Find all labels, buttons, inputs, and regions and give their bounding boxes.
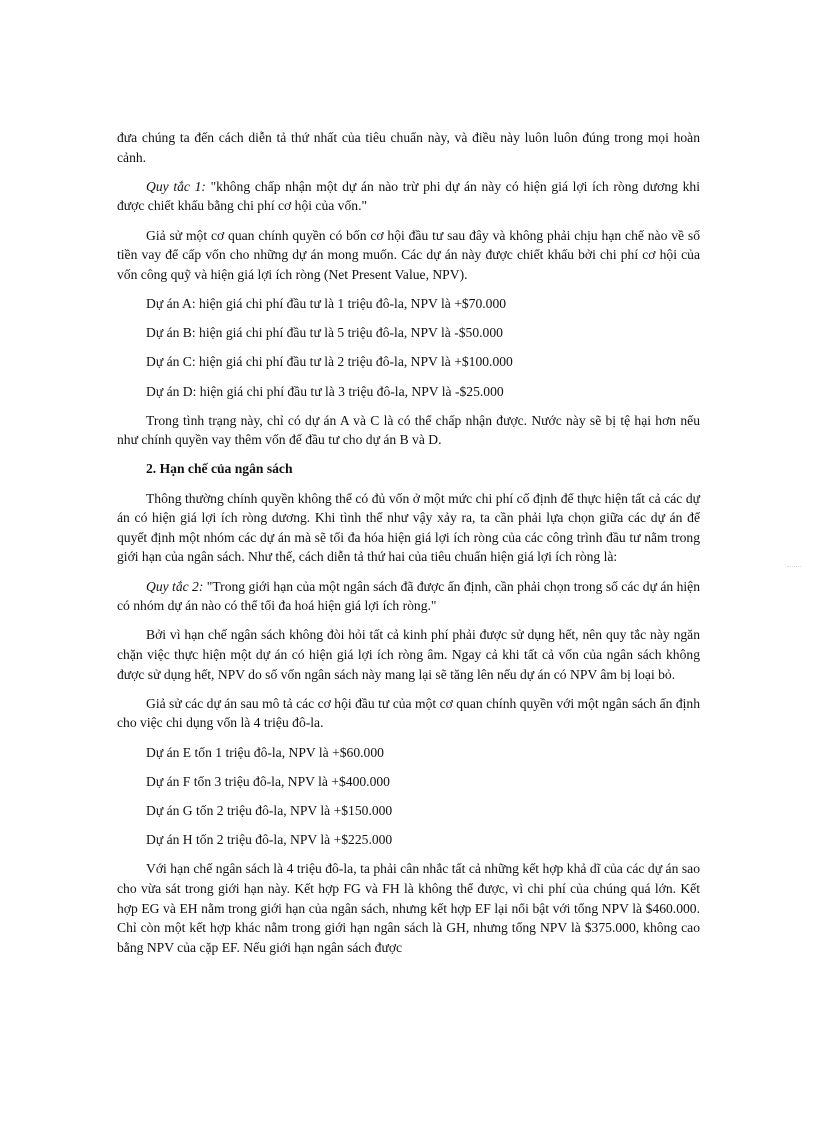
project-b: Dự án B: hiện giá chi phí đầu tư là 5 triệu đô-la, NPV là -$50.000	[146, 325, 503, 341]
paragraph-conclusion-1: Trong tình trạng này, chỉ có dự án A và C là có thể chấp nhận được. Nước này sẽ bị tệ hại hơn nếu như chính quyền vay thêm vốn để đầu tư cho dự án B và D.	[117, 412, 700, 448]
project-c: Dự án C: hiện giá chi phí đầu tư là 2 triệu đô-la, NPV là +$100.000	[146, 354, 513, 370]
project-h: Dự án H tốn 2 triệu đô-la, NPV là +$225.000	[146, 832, 393, 848]
section-heading: 2. Hạn chế của ngân sách	[146, 461, 293, 477]
paragraph-budget: Thông thường chính quyền không thể có đủ vốn ở một mức chi phí cố định để thực hiện tất cả các dự án có hiện giá lợi ích ròng dương. Khi tình thế như vậy xảy ra, ta cần phải lựa chọn giữa các dự án để quyết định một nhóm các dự án mà sẽ tối đa hóa hiện giá lợi ích ròng của các công trình đầu tư nằm trong giới hạn của ngân sách. Như thế, cách diễn tả thứ hai của tiêu chuẩn hiện giá lợi ích ròng là:	[117, 490, 700, 565]
rule-1	[117, 177, 700, 216]
paragraph-final: Với hạn chế ngân sách là 4 triệu đô-la, ta phải cân nhắc tất cả những kết hợp khả dĩ của các dự án sao cho vừa sát trong giới hạn này. Kết hợp FG và FH là không thể được, vì chi phí của chúng quá lớn. Kết hợp EG và EH nằm trong giới hạn của ngân sách, nhưng kết hợp EF lại nổi bật với tổng NPV là $460.000. Chỉ còn một kết hợp khác nằm trong giới hạn ngân sách là GH, nhưng tổng NPV là $375.000, không cao bằng NPV của cặp EF. Nếu giới hạn ngân sách được	[117, 861, 700, 955]
rule-2	[117, 577, 700, 616]
document-page	[117, 128, 700, 967]
paragraph-intro: đưa chúng ta đến cách diễn tả thứ nhất của tiêu chuẩn này, và điều này luôn luôn đúng trong mọi hoàn cảnh.	[117, 130, 700, 165]
project-a: Dự án A: hiện giá chi phí đầu tư là 1 triệu đô-la, NPV là +$70.000	[146, 295, 507, 311]
project-e: Dự án E tốn 1 triệu đô-la, NPV là +$60.000	[146, 744, 384, 760]
project-f: Dự án F tốn 3 triệu đô-la, NPV là +$400.000	[146, 773, 390, 789]
scan-artifact	[787, 566, 801, 569]
paragraph-rule-2-explain: Bởi vì hạn chế ngân sách không đòi hỏi tất cả kinh phí phải được sử dụng hết, nên quy tắc này ngăn chặn việc thực hiện một dự án có hiện giá lợi ích ròng âm. Ngay cả khi tất cả vốn của ngân sách không được sử dụng hết, NPV do số vốn ngân sách này mang lại sẽ tăng lên nếu dự án có NPV âm bị loại bỏ.	[117, 627, 700, 682]
project-d: Dự án D: hiện giá chi phí đầu tư là 3 triệu đô-la, NPV là -$25.000	[146, 383, 504, 399]
paragraph-example-2: Giả sử các dự án sau mô tả các cơ hội đầu tư của một cơ quan chính quyền với một ngân sách ấn định cho việc chi dụng vốn là 4 triệu đô-la.	[117, 695, 700, 731]
rule-2-label: Quy tắc 2:	[146, 578, 204, 594]
paragraph-example-1: Giả sử một cơ quan chính quyền có bốn cơ hội đầu tư sau đây và không phải chịu hạn chế nào về số tiền vay để cấp vốn cho những dự án mong muốn. Các dự án này được chiết khấu bởi chi phí cơ hội của vốn công quỹ và hiện giá lợi ích ròng (Net Present Value, NPV).	[117, 227, 700, 282]
rule-2-text: "Trong giới hạn của một ngân sách đã được ấn định, cần phải chọn trong số các dự án hiện có nhóm dự án nào có thể tối đa hoá hiện giá lợi ích ròng."	[117, 578, 700, 614]
rule-1-text: "không chấp nhận một dự án nào trừ phi dự án này có hiện giá lợi ích ròng dương khi được chiết khấu bằng chi phí cơ hội của vốn."	[117, 178, 700, 214]
project-g: Dự án G tốn 2 triệu đô-la, NPV là +$150.000	[146, 802, 393, 818]
rule-1-label: Quy tắc 1:	[146, 178, 206, 194]
